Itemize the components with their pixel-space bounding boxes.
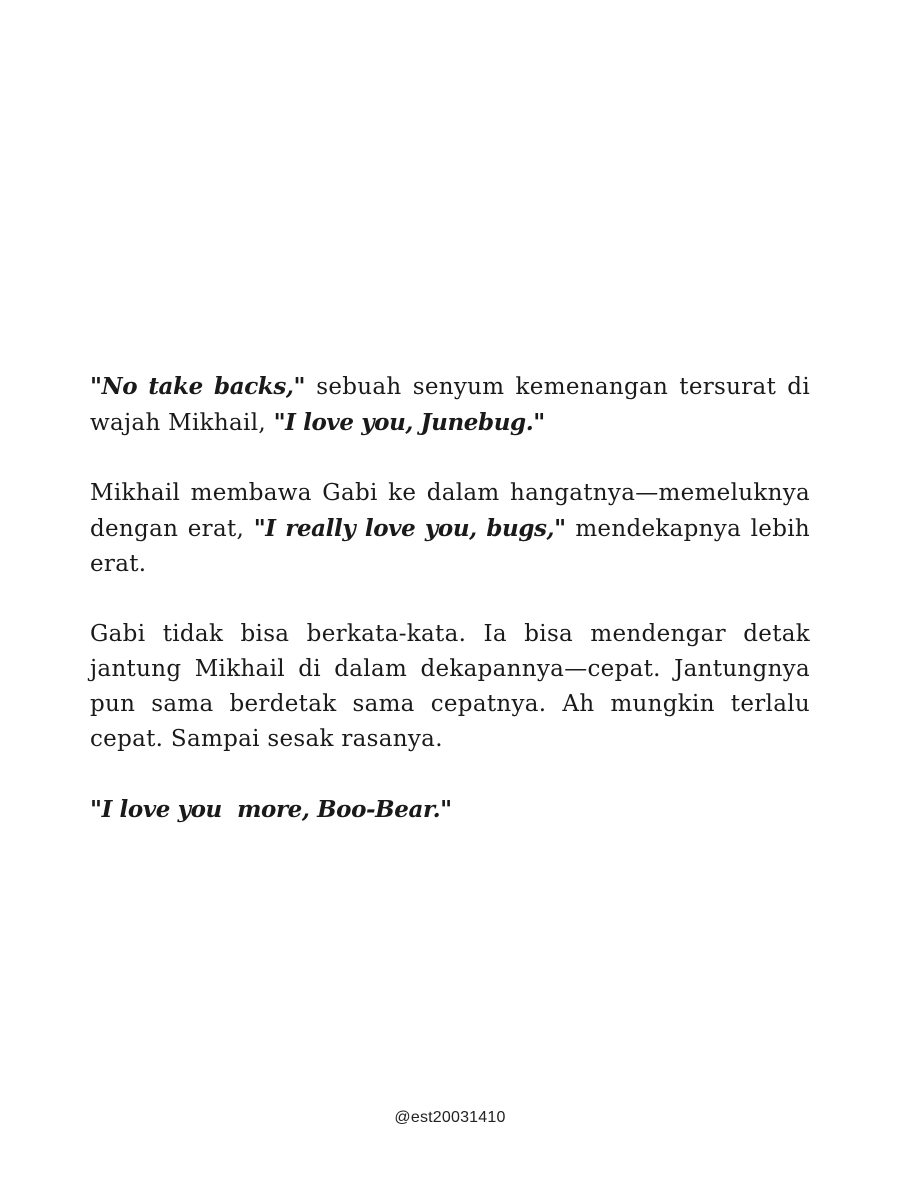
paragraph-3 [90,617,810,757]
dialogue-quote: "I really love you, bugs," [253,515,566,542]
story-text [90,369,810,828]
narration-text: mendekapnya lebih erat. [90,516,811,577]
narration-text: Mikhail membawa Gabi ke dalam hangatnya—memeluknya dengan erat, [90,480,810,542]
author-handle: @est20031410 [394,1109,506,1126]
paragraph-4 [90,792,810,828]
paragraph-2 [90,476,810,582]
narration-text: sebuah senyum kemenangan tersurat di wajah Mikhail, [90,374,810,436]
dialogue-quote: "No take backs," [90,373,306,400]
dialogue-quote: "I love you more, Boo-Bear." [90,796,452,823]
narration-text: Gabi tidak bisa berkata-kata. Ia bisa mendengar detak jantung Mikhail di dalam dekapannya—cepat. Jantungnya pun sama berdetak sama cepatnya. Ah mungkin terlalu cepat. Sampai sesak rasanya. [90,621,810,752]
paragraph-1 [90,369,810,441]
dialogue-quote: "I love you, Junebug." [273,409,545,436]
